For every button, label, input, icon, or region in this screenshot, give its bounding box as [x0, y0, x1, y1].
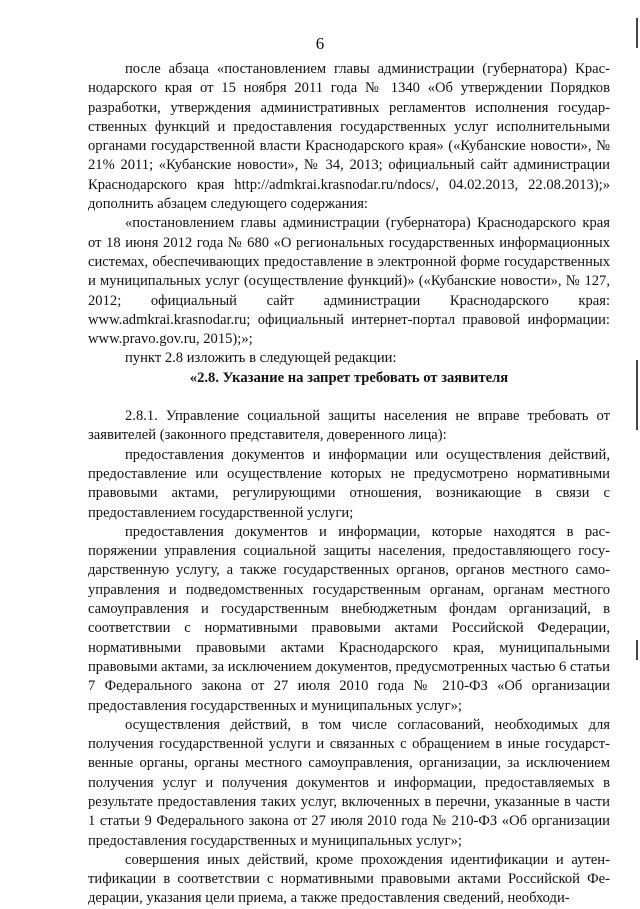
scan-edge-mark [636, 18, 638, 48]
paragraph-item-1: предоставления документов и информации или осуществления действий, предоставление или осуществление которых не предусмотрено нормативными правовыми актами, регулирующими отношения, возникающие в связи с предоставлением государственной услуги; [88, 446, 610, 521]
page-number: 6 [315, 34, 325, 53]
paragraph-instruction: пункт 2.8 изложить в следующей редакции: [125, 350, 397, 367]
paragraph-item-2: предоставления документов и информации, которые находятся в распоряжении управления социальной защиты населения, предоставляющего государственную услугу, а также государственных органов, органов местного самоуправления и подведомственных государственным органам, органам местного самоуправления и государственным внебюджетным фондам организаций, в соответствии с нормативными правовыми актами Российской Федерации, нормативными правовыми актами Краснодарского края, муниципальными правовыми актами, за исключением документов, предусмотренных частью 6 статьи 7 Федерального закона от 27 июля 2010 года № 210-ФЗ «Об организации предоставления государственных и муниципальных услуг»; [88, 523, 610, 714]
paragraph-quote: «постановлением главы администрации (губернатора) Краснодарского края от 18 июня 2012 года № 680 «О региональных государственных информационных системах, обеспечивающих предоставление в электронной форме государственных и муниципальных услуг (осуществление функций)» («Кубанские новости», № 127, 2012; официальный сайт администрации Краснодарского края: www.admkrai.krasnodar.ru; официальный интернет-портал правовой информации: www.pravo.gov.ru, 2015);»; [88, 215, 610, 348]
section-heading: «2.8. Указание на запрет требовать от заявителя [189, 369, 509, 386]
scan-edge-mark [636, 640, 638, 660]
paragraph-intro: после абзаца «постановлением главы администрации (губернатора) Краснодарского края от 15 ноября 2011 года № 1340 «Об утверждении Порядков разработки, утверждения административных регламентов исполнения государственных функций и предоставления государственных услуг исполнительными органами государственной власти Краснодарского края» («Кубанские новости», № 21% 2011; «Кубанские новости», № 34, 2013; официальный сайт администрации Краснодарского края http://admkrai.krasnodar.ru/ndocs/, 04.02.2013, 22.08.2013);» дополнить абзацем следующего содержания: [88, 61, 610, 213]
paragraph-item-3: осуществления действий, в том числе согласований, необходимых для получения государственной услуги и связанных с обращением в иные государственные органы, органы местного самоуправления, организации, за исключением получения услуг и получения документов и информации, предоставляемых в результате предоставления таких услуг, включенных в перечни, указанные в части 1 статьи 9 Федерального закона от 27 июля 2010 года № 210-ФЗ «Об организации предоставления государственных и муниципальных услуг»; [88, 716, 610, 849]
scan-edge-mark [636, 360, 638, 430]
paragraph-item-4: совершения иных действий, кроме прохождения идентификации и аутентификации в соответствии с нормативными правовыми актами Российской Федерации, указания цели приема, а также предоставления сведений, необходи- [88, 851, 610, 907]
document-body [88, 60, 610, 909]
paragraph-2-8-1: 2.8.1. Управление социальной защиты населения не вправе требовать от заявителей (законного представителя, доверенного лица): [88, 408, 610, 444]
